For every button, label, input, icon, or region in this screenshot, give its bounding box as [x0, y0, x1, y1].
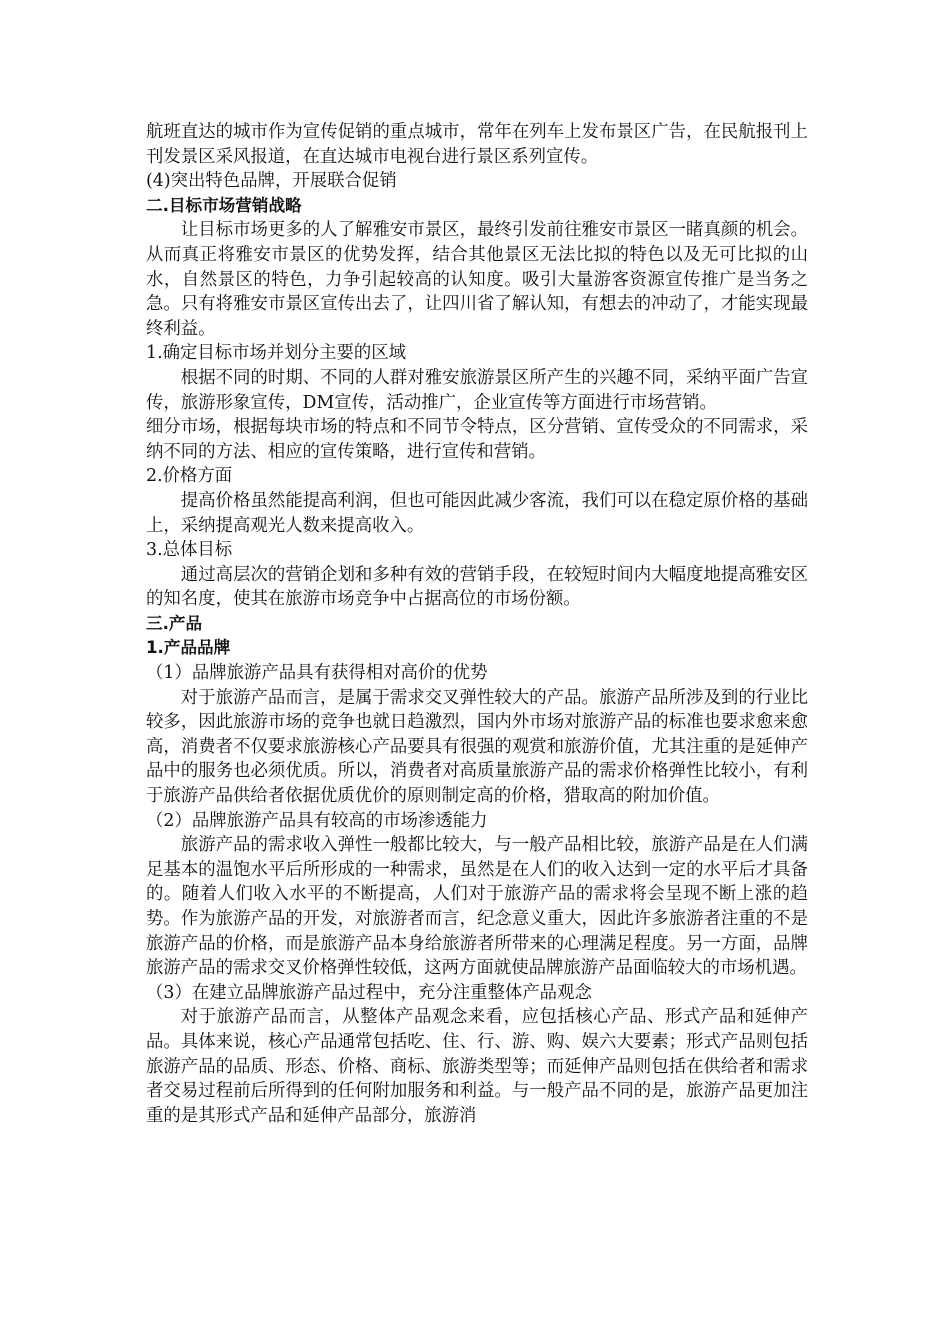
section-2-heading: 二.目标市场营销战略: [146, 195, 302, 215]
sub-item-3-paragraph: 对于旅游产品而言，从整体产品观念来看，应包括核心产品、形式产品和延伸产品。具体来说，核心产品通常包括吃、住、行、游、购、娱六大要素；形式产品则包括旅游产品的品质、形态、价格、商标、旅游类型等；而延伸产品则包括在供给者和需求者交易过程前后所得到的任何附加服务和利益。与一般产品不同的是，旅游产品更加注重的是其形式产品和延伸产品部分，旅游消: [146, 1007, 808, 1126]
paragraph-2-2: 提高价格虽然能提高利润，但也可能因此减少客流，我们可以在稳定原价格的基础上，采纳提高观光人数来提高收入。: [146, 490, 808, 536]
sub-item-2: （2）品牌旅游产品具有较高的市场渗透能力: [146, 810, 488, 831]
subheading-2-1: 1.确定目标市场并划分主要的区域: [146, 343, 407, 364]
paragraph-2-1b: 细分市场，根据每块市场的特点和不同节令特点，区分营销、宣传受众的不同需求，采纳不同的方法、相应的宣传策略，进行宣传和营销。: [146, 417, 808, 462]
sub-item-1-paragraph: 对于旅游产品而言，是属于需求交叉弹性较大的产品。旅游产品所涉及到的行业比较多，因此旅游市场的竞争也就日趋激烈，国内外市场对旅游产品的标准也要求愈来愈高，消费者不仅要求旅游核心产品要具有很强的观赏和旅游价值，尤其注重的是延伸产品中的服务也必须优质。所以，消费者对高质量旅游产品的需求价格弹性比较小，有利于旅游产品供给者依据优质优价的原则制定高的价格，猎取高的附加价值。: [146, 687, 808, 807]
paragraph-2-3: 通过高层次的营销企划和多种有效的营销手段，在较短时间内大幅度地提高雅安区的知名度，使其在旅游市场竞争中占据高位的市场份额。: [146, 564, 808, 610]
subheading-2-3: 3.总体目标: [146, 540, 233, 561]
section-2-paragraph: 让目标市场更多的人了解雅安市景区，最终引发前往雅安市景区一睹真颜的机会。从而真正将雅安市景区的优势发挥，结合其他景区无法比拟的特色以及无可比拟的山水，自然景区的特色，力争引起较高的认知度。吸引大量游客资源宣传推广是当务之急。只有将雅安市景区宣传出去了，让四川省了解认知，有想去的冲动了，才能实现最终利益。: [146, 220, 808, 339]
item-4-heading: (4)突出特色品牌，开展联合促销: [146, 171, 397, 192]
subheading-3-1: 1.产品品牌: [146, 638, 231, 658]
section-3-heading: 三.产品: [146, 613, 203, 633]
paragraph-2-1a: 根据不同的时期、不同的人群对雅安旅游景区所产生的兴趣不同，采纳平面广告宣传，旅游形象宣传，DM宣传，活动推广，企业宣传等方面进行市场营销。: [146, 367, 808, 413]
sub-item-1: （1）品牌旅游产品具有获得相对高价的优势: [146, 663, 488, 684]
sub-item-2-paragraph: 旅游产品的需求收入弹性一般都比较大，与一般产品相比较，旅游产品是在人们满足基本的温饱水平后所形成的一种需求，虽然是在人们的收入达到一定的水平后才具备的。随着人们收入水平的不断提高，人们对于旅游产品的需求将会呈现不断上涨的趋势。作为旅游产品的开发，对旅游者而言，纪念意义重大，因此许多旅游者注重的不是旅游产品的价格，而是旅游产品本身给旅游者所带来的心理满足程度。另一方面，品牌旅游产品的需求交叉价格弹性较低，这两方面就使品牌旅游产品面临较大的市场机遇。: [146, 835, 808, 979]
subheading-2-2: 2.价格方面: [146, 466, 233, 487]
intro-paragraph: 航班直达的城市作为宣传促销的重点城市，常年在列车上发布景区广告，在民航报刊上刊发景区采风报道，在直达城市电视台进行景区系列宣传。: [146, 122, 808, 167]
document-page: [146, 120, 808, 1128]
sub-item-3: （3）在建立品牌旅游产品过程中，充分注重整体产品观念: [146, 982, 592, 1003]
